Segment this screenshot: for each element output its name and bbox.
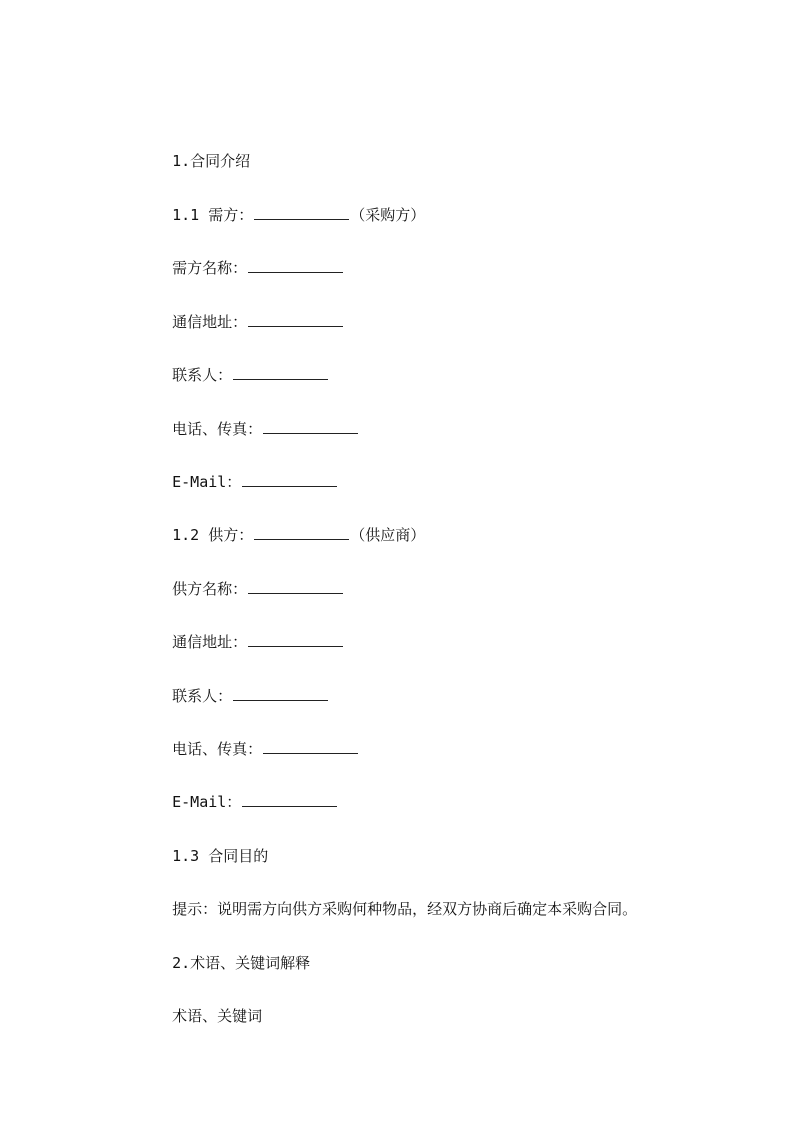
section-heading-terms (136, 933, 310, 993)
supplier-party-line (136, 505, 425, 565)
field-note: （供应商） (350, 526, 426, 544)
buyer-contact-line (136, 345, 329, 405)
section-heading-contract-purpose (136, 826, 268, 886)
field-label: 联系人： (172, 366, 233, 384)
buyer-phone-fax-line (136, 399, 359, 459)
field-label: 1.2 供方： (172, 526, 254, 544)
buyer-party-line (136, 185, 425, 245)
heading-text: 2.术语、关键词解释 (172, 954, 311, 972)
supplier-contact-line (136, 666, 329, 726)
fill-in-blank[interactable] (248, 312, 343, 327)
field-label: 电话、传真： (172, 420, 263, 438)
heading-text: 1.合同介绍 (172, 152, 251, 170)
buyer-name-line (136, 238, 344, 298)
supplier-phone-fax-line (136, 719, 359, 779)
heading-text: 1.3 合同目的 (172, 847, 269, 865)
field-label: E-Mail： (172, 793, 242, 811)
hint-paragraph (136, 879, 637, 939)
fill-in-blank[interactable] (254, 205, 349, 220)
fill-in-blank[interactable] (263, 739, 358, 754)
field-label: 1.1 需方： (172, 206, 254, 224)
terms-keywords-line (136, 986, 262, 1046)
field-note: （采购方） (350, 206, 426, 224)
fill-in-blank[interactable] (242, 792, 337, 807)
fill-in-blank[interactable] (233, 686, 328, 701)
fill-in-blank[interactable] (248, 579, 343, 594)
field-label: 电话、传真： (172, 740, 263, 758)
fill-in-blank[interactable] (242, 472, 337, 487)
supplier-email-line (136, 772, 338, 832)
field-label: 通信地址： (172, 633, 248, 651)
body-text: 术语、关键词 (172, 1007, 263, 1025)
buyer-email-line (136, 452, 338, 512)
fill-in-blank[interactable] (233, 365, 328, 380)
field-label: 联系人： (172, 687, 233, 705)
fill-in-blank[interactable] (248, 632, 343, 647)
field-label: E-Mail： (172, 473, 242, 491)
supplier-address-line (136, 612, 344, 672)
field-label: 需方名称： (172, 259, 248, 277)
fill-in-blank[interactable] (254, 525, 349, 540)
fill-in-blank[interactable] (263, 419, 358, 434)
fill-in-blank[interactable] (248, 258, 343, 273)
supplier-name-line (136, 559, 344, 619)
section-heading-contract-intro (136, 131, 250, 191)
buyer-address-line (136, 292, 344, 352)
field-label: 通信地址： (172, 313, 248, 331)
hint-text: 提示：说明需方向供方采购何种物品，经双方协商后确定本采购合同。 (172, 900, 638, 918)
field-label: 供方名称： (172, 580, 248, 598)
